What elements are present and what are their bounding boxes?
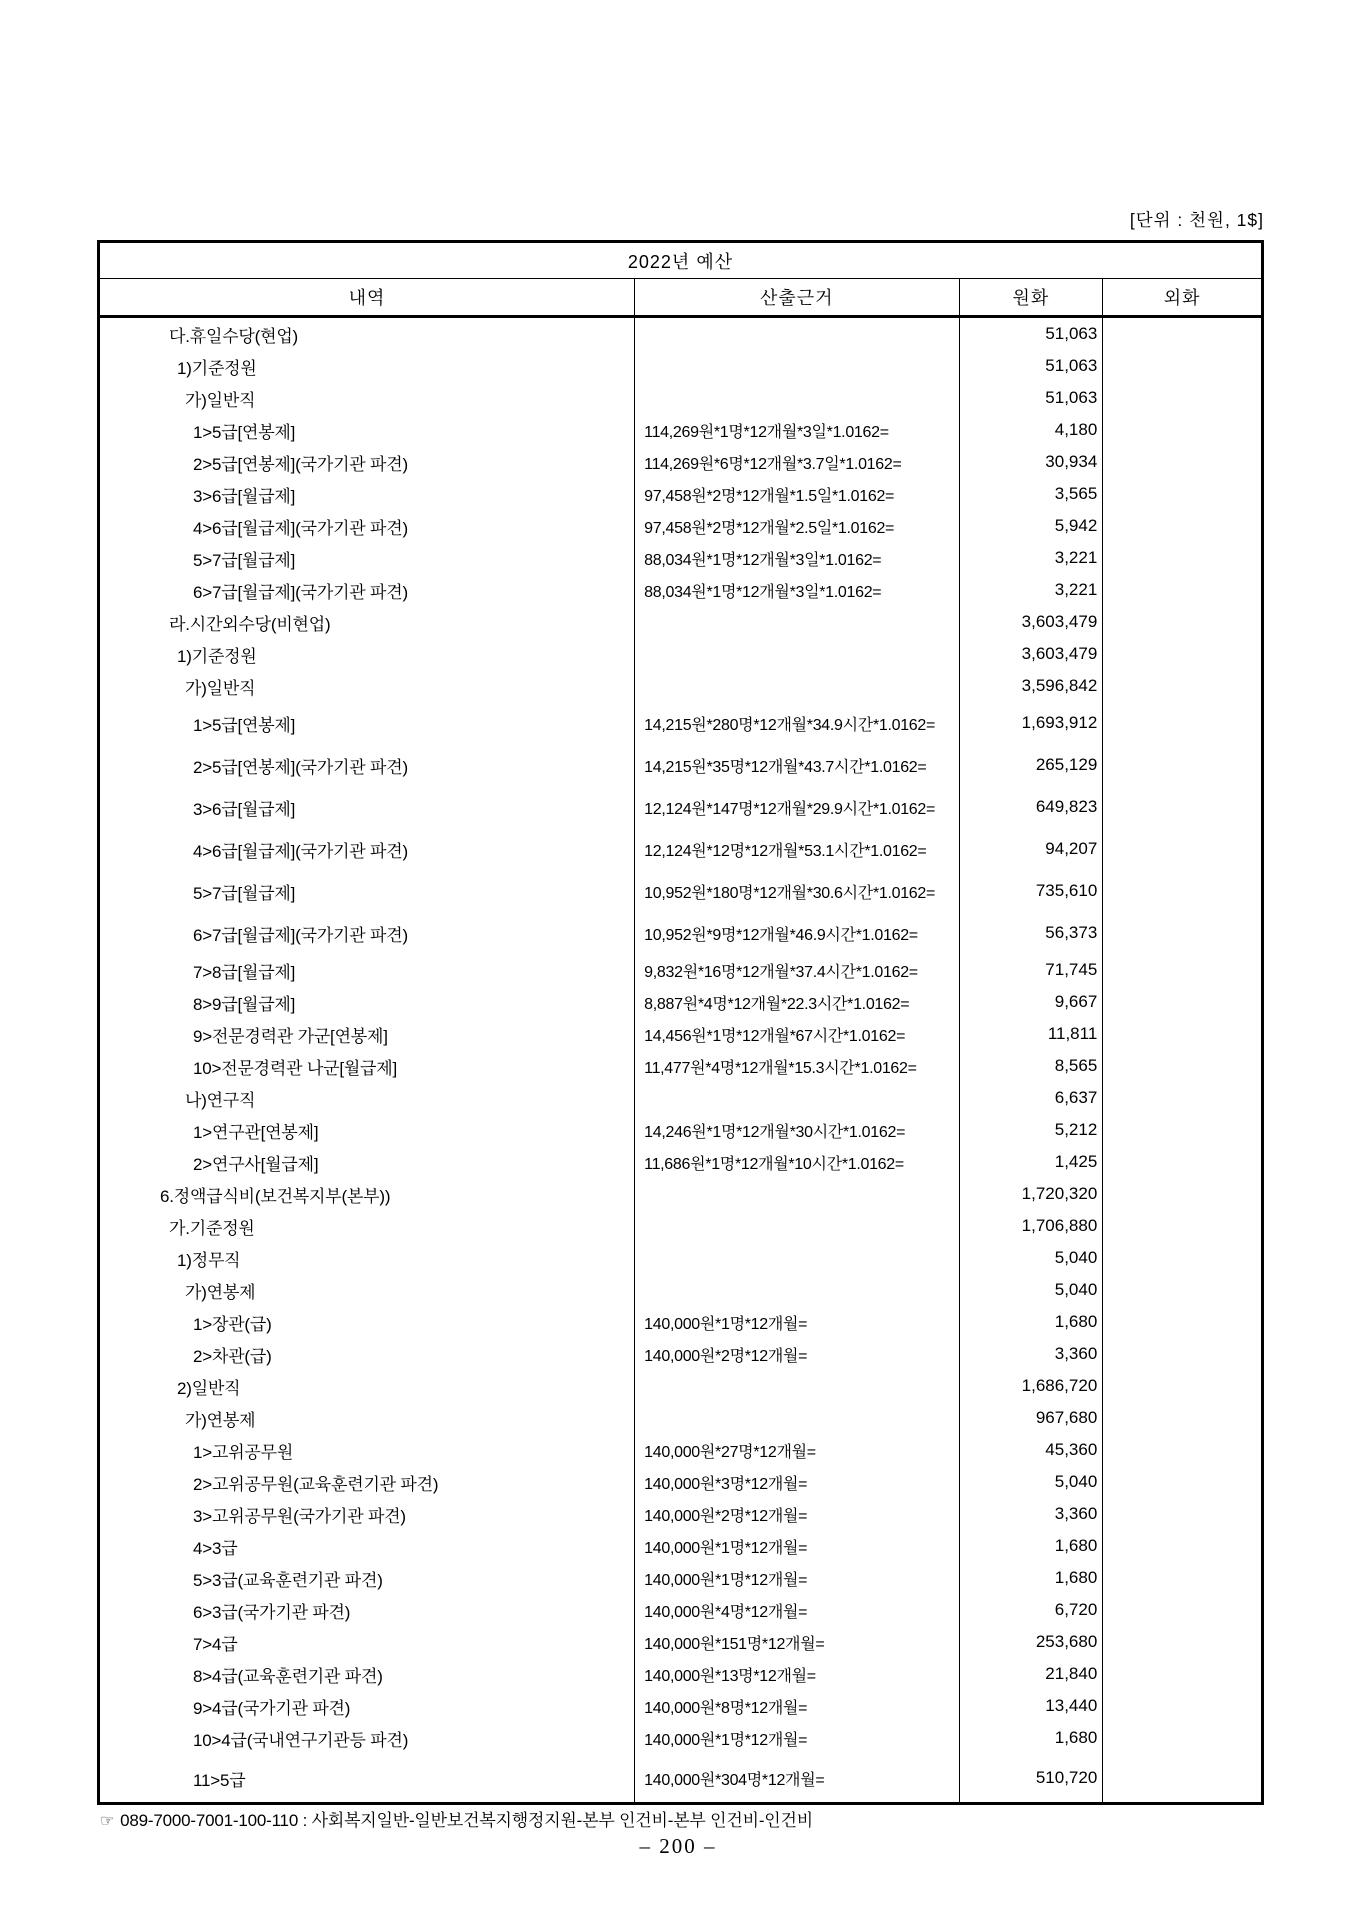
item-cell: 7>8급[월급제]: [100, 954, 635, 986]
fx-cell: [1103, 670, 1261, 702]
krw-cell: 1,720,320: [960, 1178, 1104, 1210]
table-row: [100, 1082, 1261, 1114]
basis-cell: 140,000원*2명*12개월=: [635, 1498, 959, 1530]
fx-cell: [1103, 542, 1261, 574]
krw-cell: 5,040: [960, 1466, 1104, 1498]
item-cell: 3>6급[월급제]: [100, 786, 635, 828]
column-header-fx: 외화: [1163, 288, 1201, 308]
table-row: [100, 1434, 1261, 1466]
item-cell: 6>7급[월급제](국가기관 파견): [100, 574, 635, 606]
krw-cell: 5,040: [960, 1274, 1104, 1306]
basis-cell: 140,000원*8명*12개월=: [635, 1690, 959, 1722]
item-cell: 가.기준정원: [100, 1210, 635, 1242]
fx-cell: [1103, 1722, 1261, 1754]
fx-cell: [1103, 1306, 1261, 1338]
item-cell: 2>고위공무원(교육훈련기관 파견): [100, 1466, 635, 1498]
krw-cell: 8,565: [960, 1050, 1104, 1082]
krw-cell: 3,360: [960, 1338, 1104, 1370]
table-row: [100, 1498, 1261, 1530]
table-row: [100, 1722, 1261, 1754]
fx-cell: [1103, 638, 1261, 670]
fx-cell: [1103, 912, 1261, 954]
item-cell: 2>차관(급): [100, 1338, 635, 1370]
basis-cell: 140,000원*4명*12개월=: [635, 1594, 959, 1626]
basis-cell: 114,269원*6명*12개월*3.7일*1.0162=: [635, 446, 959, 478]
item-cell: 2>5급[연봉제](국가기관 파견): [100, 744, 635, 786]
table-row: [100, 414, 1261, 446]
basis-cell: 11,686원*1명*12개월*10시간*1.0162=: [635, 1146, 959, 1178]
fx-cell: [1103, 1274, 1261, 1306]
basis-cell: [635, 318, 959, 350]
krw-cell: 649,823: [960, 786, 1104, 828]
basis-cell: 8,887원*4명*12개월*22.3시간*1.0162=: [635, 986, 959, 1018]
item-cell: 1)정무직: [100, 1242, 635, 1274]
item-cell: 2>연구사[월급제]: [100, 1146, 635, 1178]
fx-cell: [1103, 1178, 1261, 1210]
footnote: [100, 1806, 813, 1831]
table-row: [100, 1274, 1261, 1306]
basis-cell: 140,000원*2명*12개월=: [635, 1338, 959, 1370]
fx-cell: [1103, 744, 1261, 786]
krw-cell: 9,667: [960, 986, 1104, 1018]
basis-cell: [635, 1370, 959, 1402]
table-row: [100, 1626, 1261, 1658]
krw-cell: 6,637: [960, 1082, 1104, 1114]
item-cell: 가)연봉제: [100, 1402, 635, 1434]
table-row: [100, 1690, 1261, 1722]
krw-cell: 11,811: [960, 1018, 1104, 1050]
fx-cell: [1103, 702, 1261, 744]
fx-cell: [1103, 1754, 1261, 1802]
basis-cell: [635, 350, 959, 382]
item-cell: 4>6급[월급제](국가기관 파견): [100, 510, 635, 542]
table-row: [100, 1306, 1261, 1338]
basis-cell: 140,000원*13명*12개월=: [635, 1658, 959, 1690]
basis-cell: 14,215원*280명*12개월*34.9시간*1.0162=: [635, 702, 959, 744]
krw-cell: 3,603,479: [960, 606, 1104, 638]
item-cell: 2>5급[연봉제](국가기관 파견): [100, 446, 635, 478]
fx-cell: [1103, 382, 1261, 414]
krw-cell: 51,063: [960, 350, 1104, 382]
item-cell: 1>5급[연봉제]: [100, 702, 635, 744]
fx-cell: [1103, 446, 1261, 478]
fx-cell: [1103, 828, 1261, 870]
item-cell: 4>6급[월급제](국가기관 파견): [100, 828, 635, 870]
item-cell: 6.정액급식비(보건복지부(본부)): [100, 1178, 635, 1210]
krw-cell: 3,596,842: [960, 670, 1104, 702]
item-cell: 3>고위공무원(국가기관 파견): [100, 1498, 635, 1530]
krw-cell: 1,693,912: [960, 702, 1104, 744]
krw-cell: 13,440: [960, 1690, 1104, 1722]
basis-cell: 9,832원*16명*12개월*37.4시간*1.0162=: [635, 954, 959, 986]
table-row: [100, 1242, 1261, 1274]
basis-cell: [635, 1274, 959, 1306]
krw-cell: 94,207: [960, 828, 1104, 870]
item-cell: 5>7급[월급제]: [100, 870, 635, 912]
basis-cell: [635, 670, 959, 702]
fx-cell: [1103, 1434, 1261, 1466]
column-header-item: 내역: [100, 279, 635, 315]
table-row: [100, 1754, 1261, 1802]
fx-cell: [1103, 574, 1261, 606]
footnote-text: 089-7000-7001-100-110 : 사회복지일반-일반보건복지행정지원-본부 인건비-본부 인건비-인건비: [120, 1811, 813, 1830]
table-row: [100, 1370, 1261, 1402]
krw-cell: 6,720: [960, 1594, 1104, 1626]
basis-cell: [635, 638, 959, 670]
pointing-hand-icon: ☞: [100, 1813, 115, 1830]
krw-cell: 1,680: [960, 1530, 1104, 1562]
basis-cell: 97,458원*2명*12개월*2.5일*1.0162=: [635, 510, 959, 542]
fx-cell: [1103, 510, 1261, 542]
fx-cell: [1103, 1114, 1261, 1146]
item-cell: 1>5급[연봉제]: [100, 414, 635, 446]
basis-cell: 97,458원*2명*12개월*1.5일*1.0162=: [635, 478, 959, 510]
basis-cell: [635, 382, 959, 414]
krw-cell: 5,212: [960, 1114, 1104, 1146]
item-cell: 1)기준정원: [100, 350, 635, 382]
table-row: [100, 986, 1261, 1018]
table-row: [100, 446, 1261, 478]
table-row: [100, 1658, 1261, 1690]
table-row: [100, 1114, 1261, 1146]
krw-cell: 1,686,720: [960, 1370, 1104, 1402]
table-body: [100, 318, 1261, 1802]
basis-cell: 14,456원*1명*12개월*67시간*1.0162=: [635, 1018, 959, 1050]
krw-cell: 56,373: [960, 912, 1104, 954]
krw-cell: 510,720: [960, 1754, 1104, 1802]
krw-cell: 51,063: [960, 382, 1104, 414]
fx-cell: [1103, 1530, 1261, 1562]
fx-cell: [1103, 1082, 1261, 1114]
fx-cell: [1103, 1658, 1261, 1690]
table-row: [100, 638, 1261, 670]
table-row: [100, 1178, 1261, 1210]
table-header-row: [100, 279, 1261, 318]
fx-cell: [1103, 1466, 1261, 1498]
item-cell: 4>3급: [100, 1530, 635, 1562]
table-row: [100, 744, 1261, 786]
table-row: [100, 1402, 1261, 1434]
table-row: [100, 870, 1261, 912]
table-row: [100, 1018, 1261, 1050]
krw-cell: 1,680: [960, 1306, 1104, 1338]
item-cell: 1>장관(급): [100, 1306, 635, 1338]
item-cell: 6>3급(국가기관 파견): [100, 1594, 635, 1626]
fx-cell: [1103, 606, 1261, 638]
krw-cell: 265,129: [960, 744, 1104, 786]
table-row: [100, 542, 1261, 574]
item-cell: 5>7급[월급제]: [100, 542, 635, 574]
table-row: [100, 1210, 1261, 1242]
unit-label: [단위 : 천원, 1$]: [1129, 210, 1264, 230]
basis-cell: 140,000원*151명*12개월=: [635, 1626, 959, 1658]
table-row: [100, 954, 1261, 986]
table-row: [100, 1594, 1261, 1626]
fx-cell: [1103, 1338, 1261, 1370]
item-cell: 1)기준정원: [100, 638, 635, 670]
table-row: [100, 606, 1261, 638]
item-cell: 8>9급[월급제]: [100, 986, 635, 1018]
item-cell: 1>연구관[연봉제]: [100, 1114, 635, 1146]
table-row: [100, 702, 1261, 744]
fx-cell: [1103, 1402, 1261, 1434]
budget-table: [97, 240, 1264, 1805]
table-row: [100, 912, 1261, 954]
table-row: [100, 510, 1261, 542]
fx-cell: [1103, 870, 1261, 912]
item-cell: 9>전문경력관 가군[연봉제]: [100, 1018, 635, 1050]
krw-cell: 3,565: [960, 478, 1104, 510]
item-cell: 8>4급(교육훈련기관 파견): [100, 1658, 635, 1690]
table-row: [100, 350, 1261, 382]
table-row: [100, 828, 1261, 870]
basis-cell: 140,000원*1명*12개월=: [635, 1530, 959, 1562]
table-row: [100, 1562, 1261, 1594]
basis-cell: [635, 606, 959, 638]
fx-cell: [1103, 1626, 1261, 1658]
basis-cell: 140,000원*304명*12개월=: [635, 1754, 959, 1802]
krw-cell: 735,610: [960, 870, 1104, 912]
krw-cell: 5,942: [960, 510, 1104, 542]
fx-cell: [1103, 1210, 1261, 1242]
fx-cell: [1103, 1370, 1261, 1402]
table-row: [100, 1146, 1261, 1178]
item-cell: 가)연봉제: [100, 1274, 635, 1306]
item-cell: 다.휴일수당(현업): [100, 318, 635, 350]
basis-cell: 140,000원*1명*12개월=: [635, 1562, 959, 1594]
item-cell: 가)일반직: [100, 670, 635, 702]
krw-cell: 1,680: [960, 1562, 1104, 1594]
basis-cell: 12,124원*147명*12개월*29.9시간*1.0162=: [635, 786, 959, 828]
table-row: [100, 1338, 1261, 1370]
krw-cell: 30,934: [960, 446, 1104, 478]
table-title: 2022년 예산: [100, 243, 1261, 279]
krw-cell: 1,425: [960, 1146, 1104, 1178]
fx-cell: [1103, 478, 1261, 510]
item-cell: 7>4급: [100, 1626, 635, 1658]
fx-cell: [1103, 1242, 1261, 1274]
item-cell: 10>4급(국내연구기관등 파견): [100, 1722, 635, 1754]
basis-cell: 14,215원*35명*12개월*43.7시간*1.0162=: [635, 744, 959, 786]
basis-cell: 140,000원*27명*12개월=: [635, 1434, 959, 1466]
table-row: [100, 1050, 1261, 1082]
item-cell: 라.시간외수당(비현업): [100, 606, 635, 638]
krw-cell: 5,040: [960, 1242, 1104, 1274]
basis-cell: 12,124원*12명*12개월*53.1시간*1.0162=: [635, 828, 959, 870]
krw-cell: 1,706,880: [960, 1210, 1104, 1242]
basis-cell: [635, 1210, 959, 1242]
page-number: – 200 –: [639, 1834, 717, 1858]
basis-cell: 10,952원*180명*12개월*30.6시간*1.0162=: [635, 870, 959, 912]
item-cell: 나)연구직: [100, 1082, 635, 1114]
basis-cell: 10,952원*9명*12개월*46.9시간*1.0162=: [635, 912, 959, 954]
fx-cell: [1103, 318, 1261, 350]
table-row: [100, 1466, 1261, 1498]
basis-cell: 140,000원*1명*12개월=: [635, 1306, 959, 1338]
krw-cell: 967,680: [960, 1402, 1104, 1434]
krw-cell: 253,680: [960, 1626, 1104, 1658]
item-cell: 3>6급[월급제]: [100, 478, 635, 510]
fx-cell: [1103, 1690, 1261, 1722]
item-cell: 가)일반직: [100, 382, 635, 414]
item-cell: 11>5급: [100, 1754, 635, 1802]
fx-cell: [1103, 414, 1261, 446]
item-cell: 5>3급(교육훈련기관 파견): [100, 1562, 635, 1594]
basis-cell: 11,477원*4명*12개월*15.3시간*1.0162=: [635, 1050, 959, 1082]
fx-cell: [1103, 786, 1261, 828]
krw-cell: 51,063: [960, 318, 1104, 350]
basis-cell: [635, 1402, 959, 1434]
table-row: [100, 382, 1261, 414]
basis-cell: 88,034원*1명*12개월*3일*1.0162=: [635, 574, 959, 606]
krw-cell: 3,360: [960, 1498, 1104, 1530]
basis-cell: [635, 1082, 959, 1114]
basis-cell: 140,000원*3명*12개월=: [635, 1466, 959, 1498]
basis-cell: 140,000원*1명*12개월=: [635, 1722, 959, 1754]
basis-cell: 14,246원*1명*12개월*30시간*1.0162=: [635, 1114, 959, 1146]
fx-cell: [1103, 350, 1261, 382]
krw-cell: 45,360: [960, 1434, 1104, 1466]
krw-cell: 21,840: [960, 1658, 1104, 1690]
fx-cell: [1103, 1018, 1261, 1050]
table-row: [100, 1530, 1261, 1562]
table-row: [100, 318, 1261, 350]
table-row: [100, 670, 1261, 702]
item-cell: 6>7급[월급제](국가기관 파견): [100, 912, 635, 954]
table-row: [100, 786, 1261, 828]
basis-cell: 114,269원*1명*12개월*3일*1.0162=: [635, 414, 959, 446]
column-header-krw: 원화: [960, 279, 1104, 315]
krw-cell: 3,603,479: [960, 638, 1104, 670]
fx-cell: [1103, 986, 1261, 1018]
krw-cell: 4,180: [960, 414, 1104, 446]
item-cell: 2)일반직: [100, 1370, 635, 1402]
fx-cell: [1103, 954, 1261, 986]
basis-cell: 88,034원*1명*12개월*3일*1.0162=: [635, 542, 959, 574]
krw-cell: 71,745: [960, 954, 1104, 986]
basis-cell: [635, 1242, 959, 1274]
fx-cell: [1103, 1594, 1261, 1626]
fx-cell: [1103, 1050, 1261, 1082]
table-row: [100, 478, 1261, 510]
item-cell: 1>고위공무원: [100, 1434, 635, 1466]
item-cell: 10>전문경력관 나군[월급제]: [100, 1050, 635, 1082]
table-row: [100, 574, 1261, 606]
fx-cell: [1103, 1498, 1261, 1530]
fx-cell: [1103, 1562, 1261, 1594]
krw-cell: 3,221: [960, 542, 1104, 574]
fx-cell: [1103, 1146, 1261, 1178]
column-header-basis: 산출근거: [635, 279, 959, 315]
basis-cell: [635, 1178, 959, 1210]
krw-cell: 3,221: [960, 574, 1104, 606]
item-cell: 9>4급(국가기관 파견): [100, 1690, 635, 1722]
krw-cell: 1,680: [960, 1722, 1104, 1754]
